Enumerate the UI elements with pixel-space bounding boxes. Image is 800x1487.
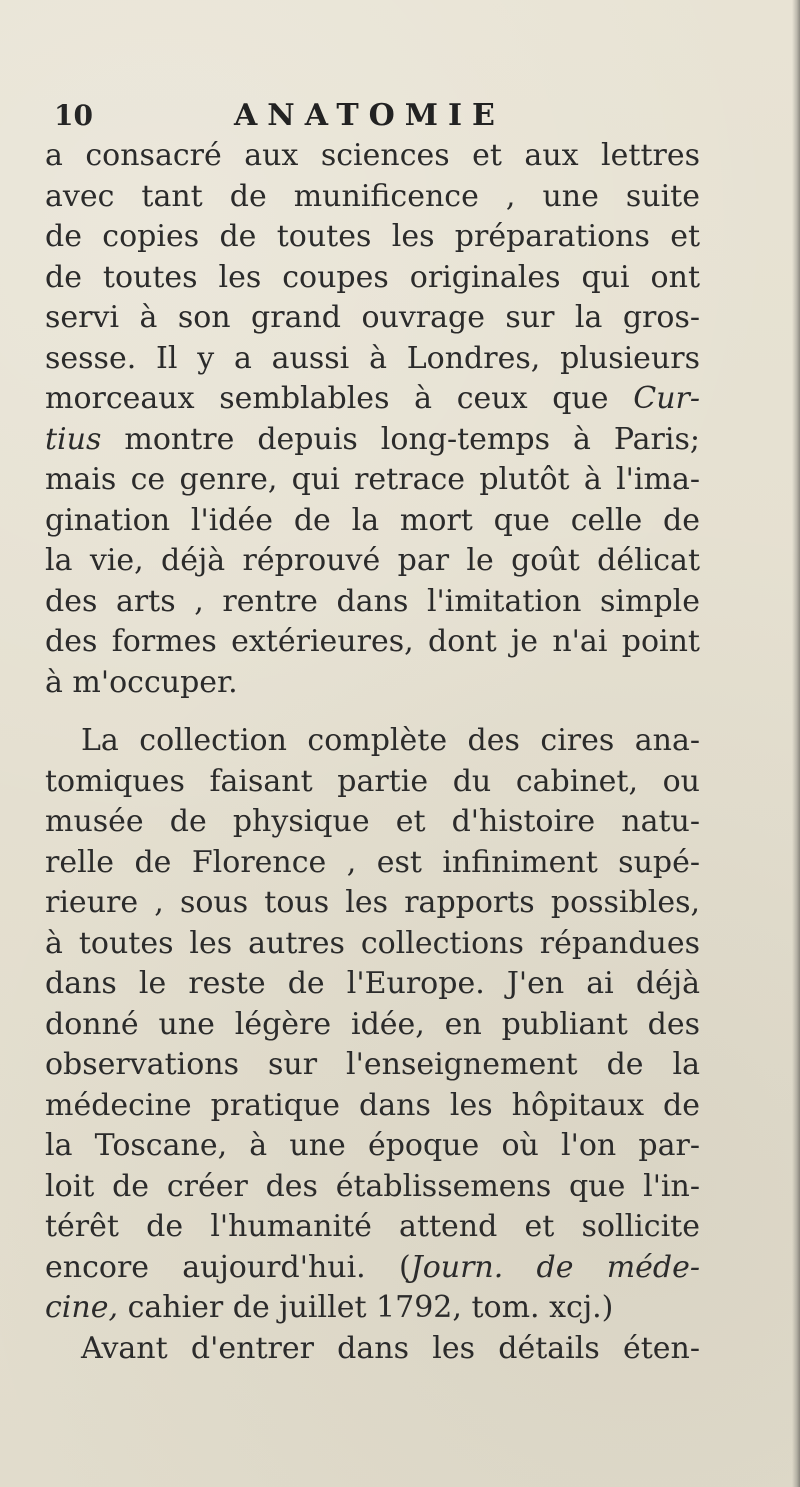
text-line: de copies de toutes les préparations et (45, 219, 700, 254)
text-line: Avant d'entrer dans les détails éten- (81, 1330, 700, 1366)
text-segment: encore aujourd'hui. ( (45, 1249, 411, 1285)
text-line: a consacré aux sciences et aux lettres (45, 138, 700, 173)
text-line: loit de créer des établissemens que l'in- (45, 1168, 700, 1204)
text-line: donné une légère idée, en publiant des (45, 1006, 700, 1042)
text-line: La collection complète des cires ana- (81, 723, 700, 758)
text-line: avec tant de munificence , une suite (45, 178, 700, 214)
italic-text: Journ. de méde- (410, 1249, 700, 1285)
text-line (45, 420, 700, 461)
page-edge-shadow (792, 0, 800, 1487)
text-line: à m'occuper. (45, 664, 238, 700)
text-line: servi à son grand ouvrage sur la gros- (45, 300, 700, 335)
page-body (45, 136, 700, 1369)
text-line: la Toscane, à une époque où l'on par- (45, 1128, 700, 1163)
text-line: dans le reste de l'Europe. J'en ai déjà (45, 966, 700, 1001)
text-line: médecine pratique dans les hôpitaux de (45, 1087, 700, 1123)
text-line: mais ce genre, qui retrace plutôt à l'ima- (45, 462, 700, 497)
text-line: sesse. Il y a aussi à Londres, plusieurs (45, 340, 700, 376)
italic-text: tius (45, 421, 102, 457)
text-line: relle de Florence , est infiniment supé- (45, 844, 700, 880)
running-title: ANATOMIE (234, 98, 505, 133)
text-line: musée de physique et d'histoire natu- (45, 804, 700, 839)
text-line: des arts , rentre dans l'imitation simple (45, 583, 700, 619)
text-line: observations sur l'enseignement de la (45, 1047, 700, 1082)
text-segment: cahier de juillet 1792, tom. xcj.) (127, 1290, 614, 1325)
text-line: de toutes les coupes originales qui ont (45, 259, 700, 295)
text-line: rieure , sous tous les rapports possibles, (45, 885, 700, 920)
text-line (45, 1248, 700, 1289)
italic-text: Cur- (633, 381, 700, 416)
text-line (45, 1288, 700, 1329)
italic-text: cine, (45, 1290, 119, 1325)
text-line: des formes extérieures, dont je n'ai point (45, 624, 700, 659)
text-line: térêt de l'humanité attend et sollicite (45, 1209, 700, 1244)
text-line: gination l'idée de la mort que celle de (45, 502, 700, 538)
text-line: à toutes les autres collections répandues (45, 925, 700, 961)
page-number: 10 (54, 99, 93, 132)
text-line: tomiques faisant partie du cabinet, ou (45, 763, 700, 799)
text-line (45, 379, 700, 420)
page-header (54, 96, 754, 136)
text-line: la vie, déjà réprouvé par le goût délicat (45, 543, 700, 578)
text-segment: montre depuis long-temps à Paris; (124, 421, 700, 457)
text-segment: morceaux semblables à ceux que (45, 381, 609, 416)
